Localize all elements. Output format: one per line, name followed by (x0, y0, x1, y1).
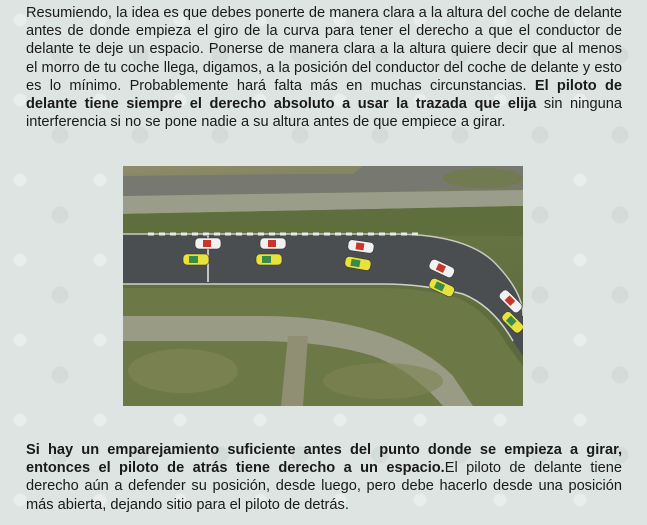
race-track-illustration (123, 166, 523, 406)
car-yellow-2 (256, 254, 282, 265)
dry-patch-left (128, 349, 238, 393)
rule-bold-text: Si hay un emparejamiento suficiente antes del punto donde se empieza a girar, entonces el piloto de atrás tiene derecho a un espacio. (26, 442, 622, 477)
car-white-1 (195, 238, 221, 249)
intro-text-start: Resumiendo, la idea es que debes ponerte de manera clara a la altura del coche de delante antes de donde empieza el giro de la curva para tener el derecho a que el conductor de delante te deje un espacio. Ponerse de manera clara a la altura quiere decir que al menos el morro de tu coche llega, digamos, a la posición del conductor del coche de delante y esto es lo mínimo. Probablemente hará falta más en muchas circunstancias. (26, 5, 622, 94)
rule-paragraph (26, 441, 622, 514)
car-white-2 (260, 238, 286, 249)
dry-patch-right (323, 363, 443, 399)
intro-paragraph (26, 4, 622, 131)
race-cars-figure (123, 166, 523, 406)
intro-bold-rule: El piloto de delante tiene siempre el derecho absoluto a usar la trazada que elija (26, 77, 622, 113)
rule-text-end: El piloto de delante tiene derecho aún a defender su posición, desde luego, pero debe hacerlo desde una posición más abierta, dejando sitio para el piloto de detrás. (26, 460, 623, 513)
intro-text-end: sin ninguna interferencia si no se pone nadie a su altura antes de que empiece a girar. (26, 96, 622, 131)
car-yellow-1 (183, 254, 209, 265)
dry-patch-top (443, 168, 523, 188)
